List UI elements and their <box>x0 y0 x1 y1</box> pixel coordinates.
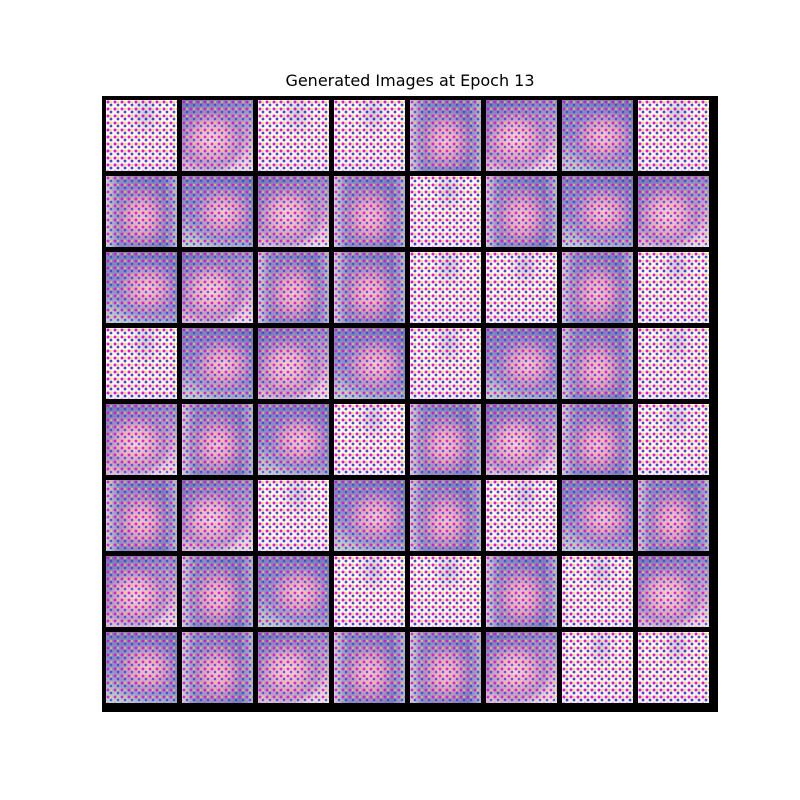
generated-image-tile <box>334 556 405 627</box>
generated-image-tile <box>486 556 557 627</box>
generated-image-tile <box>334 632 405 703</box>
generated-image-tile <box>562 632 633 703</box>
generated-image-tile <box>106 556 177 627</box>
figure-title: Generated Images at Epoch 13 <box>285 71 535 90</box>
generated-image-tile <box>334 404 405 475</box>
generated-image-tile <box>334 252 405 323</box>
generated-image-tile <box>258 176 329 247</box>
generated-image-tile <box>638 404 709 475</box>
generated-image-tile <box>638 480 709 551</box>
generated-image-tile <box>182 404 253 475</box>
generated-image-tile <box>334 176 405 247</box>
generated-image-tile <box>486 252 557 323</box>
generated-image-tile <box>106 480 177 551</box>
generated-image-tile <box>486 176 557 247</box>
generated-image-tile <box>182 632 253 703</box>
generated-image-tile <box>562 480 633 551</box>
generated-image-tile <box>638 328 709 399</box>
generated-image-tile <box>410 328 481 399</box>
generated-image-tile <box>410 480 481 551</box>
generated-image-tile <box>106 404 177 475</box>
generated-image-tile <box>486 328 557 399</box>
generated-image-tile <box>182 556 253 627</box>
generated-image-tile <box>410 632 481 703</box>
generated-image-tile <box>562 328 633 399</box>
generated-image-tile <box>106 100 177 171</box>
generated-image-tile <box>258 632 329 703</box>
generated-image-tile <box>258 480 329 551</box>
generated-image-tile <box>562 100 633 171</box>
generated-image-tile <box>638 556 709 627</box>
generated-image-tile <box>106 252 177 323</box>
generated-image-tile <box>486 404 557 475</box>
generated-image-tile <box>638 252 709 323</box>
generated-image-tile <box>562 252 633 323</box>
generated-image-tile <box>410 100 481 171</box>
generated-image-tile <box>562 176 633 247</box>
generated-image-tile <box>562 404 633 475</box>
generated-image-tile <box>258 252 329 323</box>
generated-image-tile <box>258 404 329 475</box>
generated-image-tile <box>562 556 633 627</box>
generated-image-tile <box>106 176 177 247</box>
generated-image-tile <box>334 328 405 399</box>
generated-image-tile <box>334 100 405 171</box>
generated-image-tile <box>182 100 253 171</box>
generated-image-tile <box>334 480 405 551</box>
generated-image-grid <box>102 96 718 712</box>
generated-image-tile <box>486 480 557 551</box>
generated-image-tile <box>182 328 253 399</box>
generated-image-tile <box>410 556 481 627</box>
generated-image-tile <box>106 632 177 703</box>
generated-image-tile <box>410 252 481 323</box>
generated-image-tile <box>638 632 709 703</box>
generated-image-tile <box>182 480 253 551</box>
generated-image-tile <box>258 100 329 171</box>
generated-image-tile <box>258 328 329 399</box>
generated-image-tile <box>486 100 557 171</box>
generated-image-tile <box>106 328 177 399</box>
generated-image-tile <box>486 632 557 703</box>
generated-image-tile <box>638 176 709 247</box>
generated-image-tile <box>182 176 253 247</box>
generated-image-tile <box>638 100 709 171</box>
generated-image-tile <box>258 556 329 627</box>
generated-image-tile <box>182 252 253 323</box>
generated-image-tile <box>410 176 481 247</box>
generated-image-tile <box>410 404 481 475</box>
